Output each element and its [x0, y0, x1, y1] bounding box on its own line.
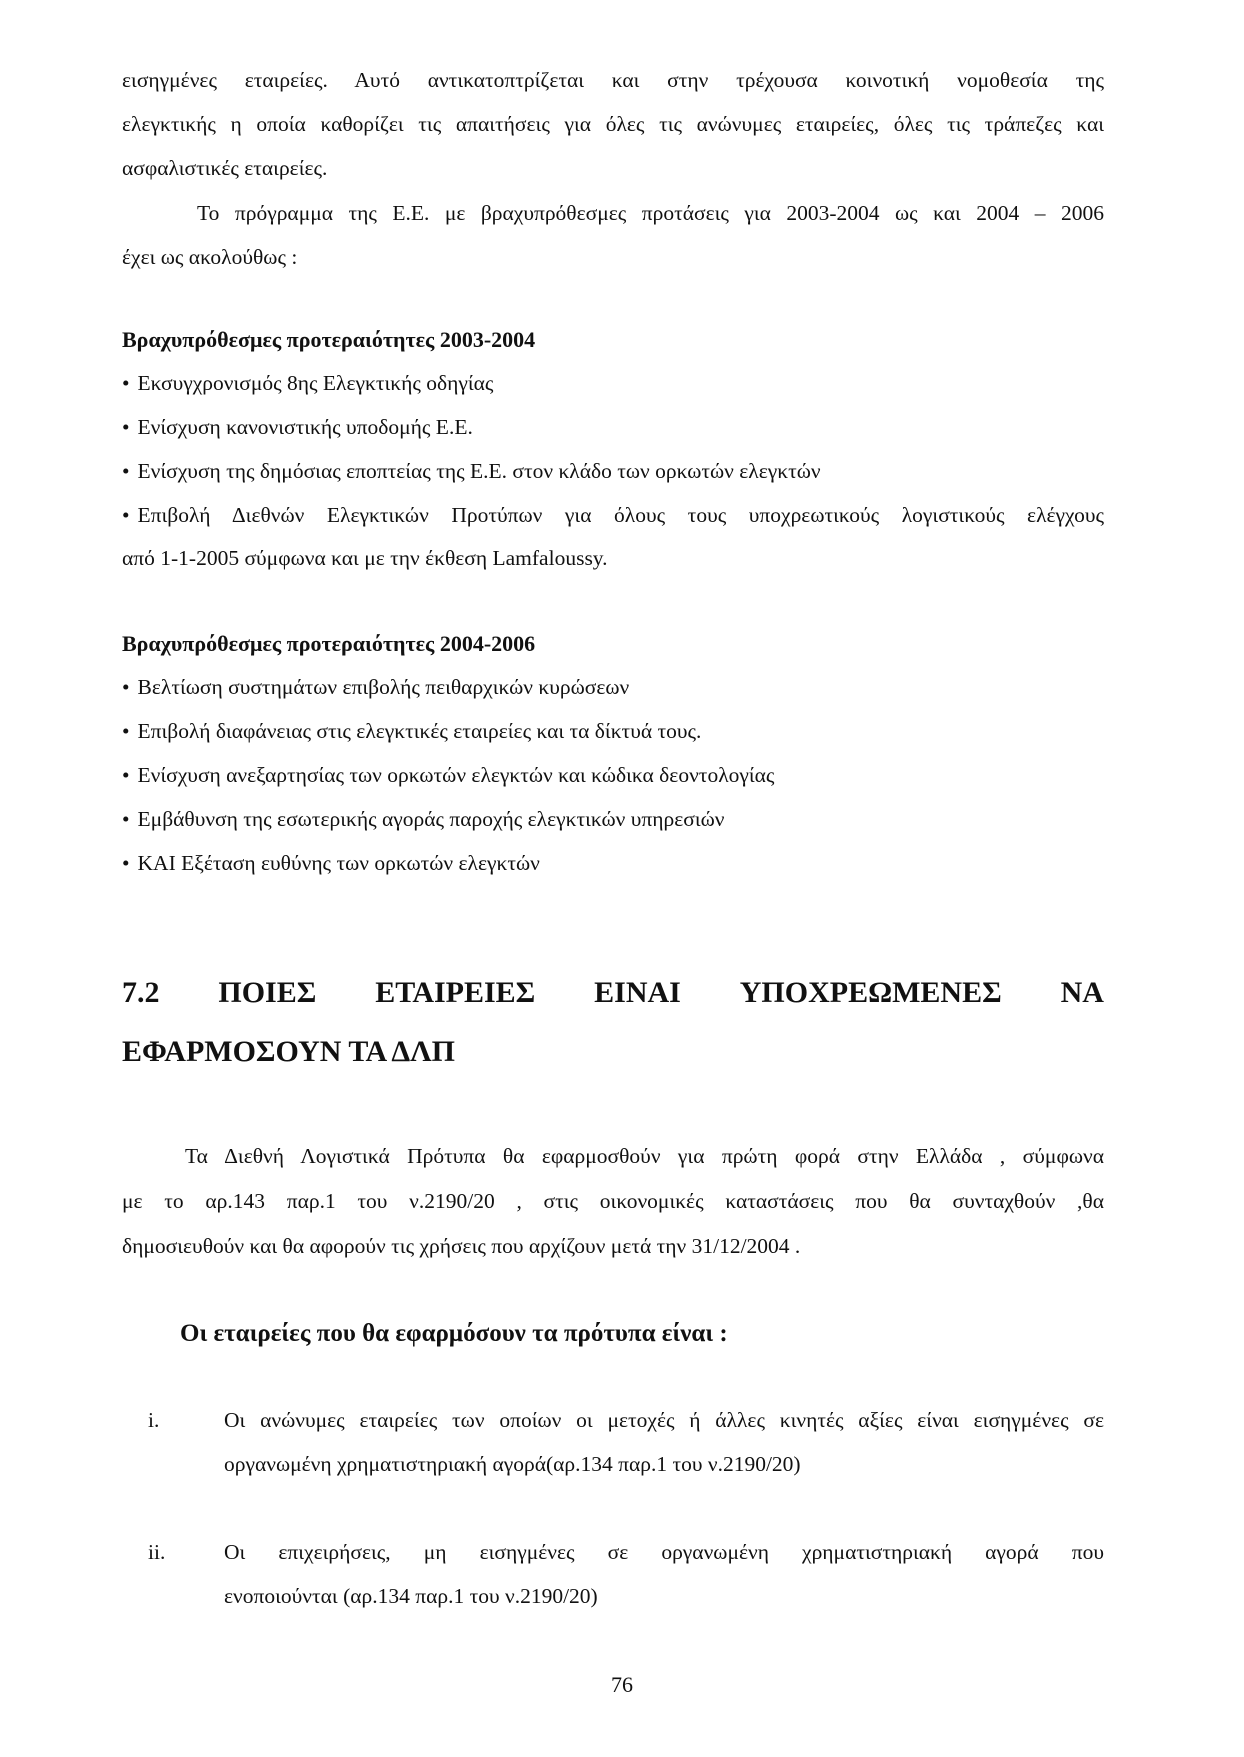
list-item-line-2: ενοποιούνται (αρ.134 παρ.1 του ν.2190/20) [224, 1584, 598, 1608]
body-line-3: δημοσιευθούν και θα αφορούν τις χρήσεις που αρχίζουν μετά την 31/12/2004 . [122, 1234, 801, 1258]
priority-2003-continuation: από 1-1-2005 σύμφωνα και με την έκθεση Lamfaloussy. [122, 546, 608, 570]
section-heading-word: ΥΠΟΧΡΕΩΜΕΝΕΣ [739, 976, 1002, 1009]
priority-2003-item: • Επιβολή Διεθνών Ελεγκτικών Προτύπων για όλους τους υποχρεωτικούς λογιστικούς ελέγχους [122, 503, 1104, 529]
intro-line-2: ελεγκτικής η οποία καθορίζει τις απαιτήσεις για όλες τις ανώνυμες εταιρείες, όλες τις τράπεζες και [122, 112, 1104, 136]
priority-2004-item: • Εμβάθυνση της εσωτερικής αγοράς παροχής ελεγκτικών υπηρεσιών [122, 807, 725, 833]
section-heading-word: ΠΟΙΕΣ [218, 976, 317, 1009]
section-heading-line-1 [122, 976, 1104, 1010]
list-item-line-1: Οι ανώνυμες εταιρείες των οποίων οι μετοχές ή άλλες κινητές αξίες είναι εισηγμένες σε [224, 1408, 1104, 1432]
priority-2004-item: • Ενίσχυση ανεξαρτησίας των ορκωτών ελεγκτών και κώδικα δεοντολογίας [122, 763, 774, 789]
list-item-number: i. [148, 1408, 160, 1432]
priority-2003-item: • Ενίσχυση κανονιστικής υποδομής Ε.Ε. [122, 415, 473, 441]
priority-2004-item: • ΚΑΙ Εξέταση ευθύνης των ορκωτών ελεγκτών [122, 851, 540, 877]
section-heading-word: 7.2 [122, 976, 160, 1009]
priority-2004-item: • Βελτίωση συστημάτων επιβολής πειθαρχικών κυρώσεων [122, 675, 629, 701]
body-line-2: με το αρ.143 παρ.1 του ν.2190/20 , στις οικονομικές καταστάσεις που θα συνταχθούν ,θα [122, 1189, 1104, 1213]
intro-line-5: έχει ως ακολούθως : [122, 245, 298, 269]
list-item-line-2: οργανωμένη χρηματιστηριακή αγορά(αρ.134 παρ.1 του ν.2190/20) [224, 1452, 801, 1476]
intro-line-1: εισηγμένες εταιρείες. Αυτό αντικατοπτρίζεται και στην τρέχουσα κοινοτική νομοθεσία της [122, 68, 1104, 92]
priority-2004-item: • Επιβολή διαφάνειας στις ελεγκτικές εταιρείες και τα δίκτυά τους. [122, 719, 701, 745]
list-item-number: ii. [148, 1540, 166, 1564]
section-heading-word: ΕΙΝΑΙ [594, 976, 681, 1009]
priority-2003-item: • Εκσυγχρονισμός 8ης Ελεγκτικής οδηγίας [122, 371, 493, 397]
section-heading-line-2: ΕΦΑΡΜΟΣΟΥΝ ΤΑ ΔΛΠ [122, 1035, 455, 1068]
priority-2003-item: • Ενίσχυση της δημόσιας εποπτείας της Ε.Ε. στον κλάδο των ορκωτών ελεγκτών [122, 459, 821, 485]
section-heading-word: ΝΑ [1060, 976, 1104, 1009]
intro-line-3: ασφαλιστικές εταιρείες. [122, 156, 328, 180]
section-heading-word: ΕΤΑΙΡΕΙΕΣ [375, 976, 536, 1009]
companies-heading: Οι εταιρείες που θα εφαρμόσουν τα πρότυπα είναι : [180, 1320, 728, 1347]
page-number: 76 [611, 1672, 633, 1697]
list-item-line-1: Οι επιχειρήσεις, μη εισηγμένες σε οργανωμένη χρηματιστηριακή αγορά που [224, 1540, 1104, 1564]
priorities-2004-heading: Βραχυπρόθεσμες προτεραιότητες 2004-2006 [122, 631, 536, 656]
priorities-2003-heading: Βραχυπρόθεσμες προτεραιότητες 2003-2004 [122, 327, 536, 352]
intro-line-4: Το πρόγραμμα της Ε.Ε. με βραχυπρόθεσμες προτάσεις για 2003-2004 ως και 2004 – 2006 [197, 201, 1104, 225]
body-line-1: Τα Διεθνή Λογιστικά Πρότυπα θα εφαρμοσθούν για πρώτη φορά στην Ελλάδα , σύμφωνα [185, 1144, 1104, 1168]
